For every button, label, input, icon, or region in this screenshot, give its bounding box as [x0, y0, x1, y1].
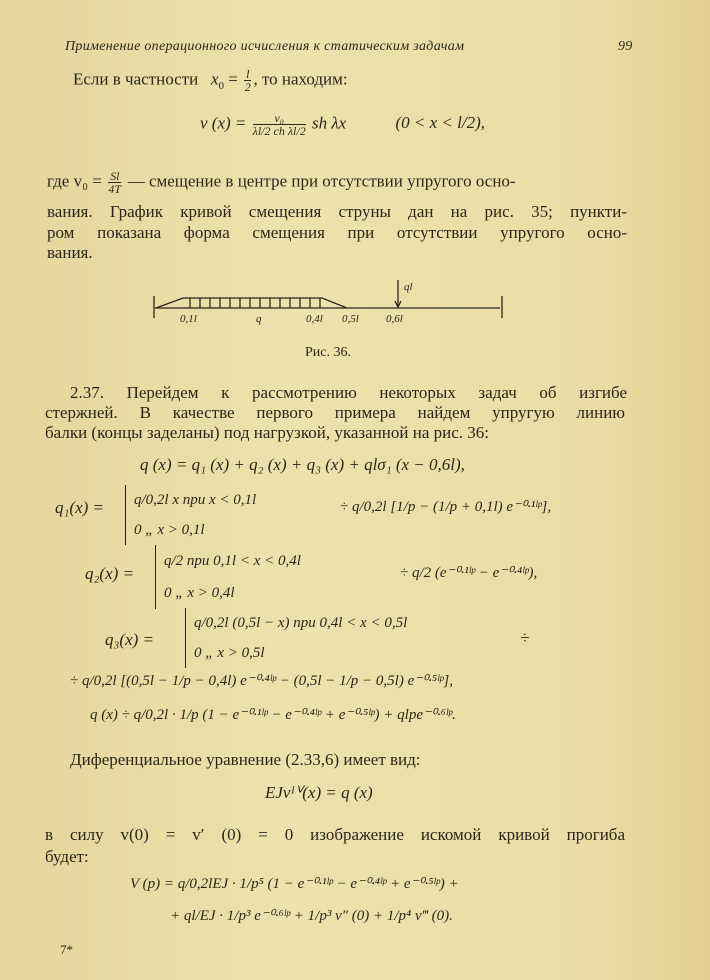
- page-number: 99: [618, 39, 633, 54]
- text: — смещение в центре при отсутствии упругого осно-: [123, 171, 516, 191]
- denominator: λl/2 ch λl/2: [252, 124, 306, 138]
- beam-load-figure: [140, 278, 530, 330]
- numerator: Sl: [110, 169, 120, 183]
- equation-vp-line1: V (p) = q/0,2lEJ · 1/p⁵ (1 − e⁻⁰·¹ˡᵖ − e⁻⁰·⁴ˡᵖ + e⁻⁰·⁵ˡᵖ) +: [130, 876, 459, 892]
- text-line: Диференциальное уравнение (2.33,6) имеет вид:: [70, 750, 421, 769]
- signature-mark: 7*: [60, 942, 73, 957]
- text: , то находим:: [253, 69, 348, 89]
- var: x: [210, 69, 219, 89]
- text-line: ром показана форма смещения при отсутствии упругого осно-: [47, 223, 627, 242]
- force-label: ql: [404, 281, 413, 293]
- case: q/0,2l x при x < 0,1l: [134, 492, 257, 508]
- figure-caption: Рис. 36.: [305, 345, 351, 360]
- case: 0 „ x > 0,5l: [194, 645, 265, 661]
- label: 0,1l: [180, 313, 197, 325]
- text: Если в частности: [73, 69, 199, 89]
- text-line: 2.37. Перейдем к рассмотрению некоторых задач об изгибе: [70, 383, 627, 402]
- equation-q1-image: ÷ q/0,2l [1/p − (1/p + 0,1l) e⁻⁰·¹ˡᵖ],: [340, 499, 552, 515]
- equation-q2-cases: [155, 545, 301, 609]
- equation-q2-image: ÷ q/2 (e⁻⁰·¹ˡᵖ − e⁻⁰·⁴ˡᵖ),: [400, 565, 538, 581]
- numerator: v₀: [253, 112, 306, 125]
- equation-q-image: q (x) ÷ q/0,2l · 1/p (1 − e⁻⁰·¹ˡᵖ − e⁻⁰·⁴ˡᵖ + e⁻⁰·⁵ˡᵖ) + qlpe⁻⁰·⁶ˡᵖ.: [90, 707, 456, 723]
- lhs: v (x) =: [200, 113, 251, 133]
- equation-q: q (x) = q₁ (x) + q₂ (x) + q₃ (x) + qlσ₁ (x − 0,6l),: [140, 455, 465, 474]
- equation-q3-image: ÷: [520, 628, 530, 647]
- paragraph-intro: [73, 68, 348, 93]
- equation-q1-lhs: q₁(x) =: [55, 498, 104, 517]
- numerator: l: [246, 67, 250, 81]
- denominator: 4T: [108, 182, 122, 196]
- paragraph-where: [47, 170, 516, 195]
- case: q/0,2l (0,5l − x) при 0,4l < x < 0,5l: [194, 615, 408, 631]
- equation-q2-lhs: q₂(x) =: [85, 564, 134, 583]
- text-line: балки (концы заделаны) под нагрузкой, указанной на рис. 36:: [45, 423, 489, 442]
- rhs: sh λx: [307, 113, 347, 133]
- load-hatching: [190, 298, 320, 308]
- denominator: 2: [244, 80, 251, 94]
- text-line: вания.: [47, 243, 93, 262]
- label: q: [256, 313, 262, 325]
- equation-q3-continued: ÷ q/0,2l [(0,5l − 1/p − 0,4l) e⁻⁰·⁴ˡᵖ − (0,5l − 1/p − 0,5l) e⁻⁰·⁵ˡᵖ],: [70, 673, 454, 689]
- text-line: будет:: [45, 847, 89, 866]
- text: где v₀ =: [47, 171, 107, 191]
- subscript: 0: [218, 79, 224, 92]
- text-line: в силу v(0) = v′ (0) = 0 изображение искомой кривой прогиба: [45, 825, 625, 844]
- text-line: вания. График кривой смещения струны дан на рис. 35; пункти-: [47, 202, 627, 221]
- case: 0 „ x > 0,1l: [134, 522, 205, 538]
- label: 0,6l: [386, 313, 403, 325]
- case: 0 „ x > 0,4l: [164, 585, 235, 601]
- equation-q1-cases: [125, 485, 256, 545]
- text-line: стержней. В качестве первого примера найдем упругую линию: [45, 403, 625, 422]
- case: q/2 при 0,1l < x < 0,4l: [164, 553, 301, 569]
- label: 0,4l: [306, 313, 323, 325]
- condition: (0 < x < l/2),: [395, 113, 485, 133]
- equation-vp-line2: + ql/EJ · 1/p³ e⁻⁰·⁶ˡᵖ + 1/p³ v″ (0) + 1/p⁴ v‴ (0).: [170, 908, 453, 924]
- load-diagram: [156, 298, 347, 308]
- fraction: [253, 112, 306, 137]
- fraction: [244, 68, 251, 93]
- equation-q3-lhs: q₃(x) =: [105, 630, 154, 649]
- equation-q3-cases: [185, 608, 407, 668]
- formula-v: [200, 112, 485, 137]
- equation-ejv: EJvᴵⱽ(x) = q (x): [265, 783, 373, 802]
- fraction: [108, 170, 121, 195]
- label: 0,5l: [342, 313, 359, 325]
- eq: =: [224, 69, 243, 89]
- running-title: Применение операционного исчисления к статическим задачам: [65, 39, 465, 54]
